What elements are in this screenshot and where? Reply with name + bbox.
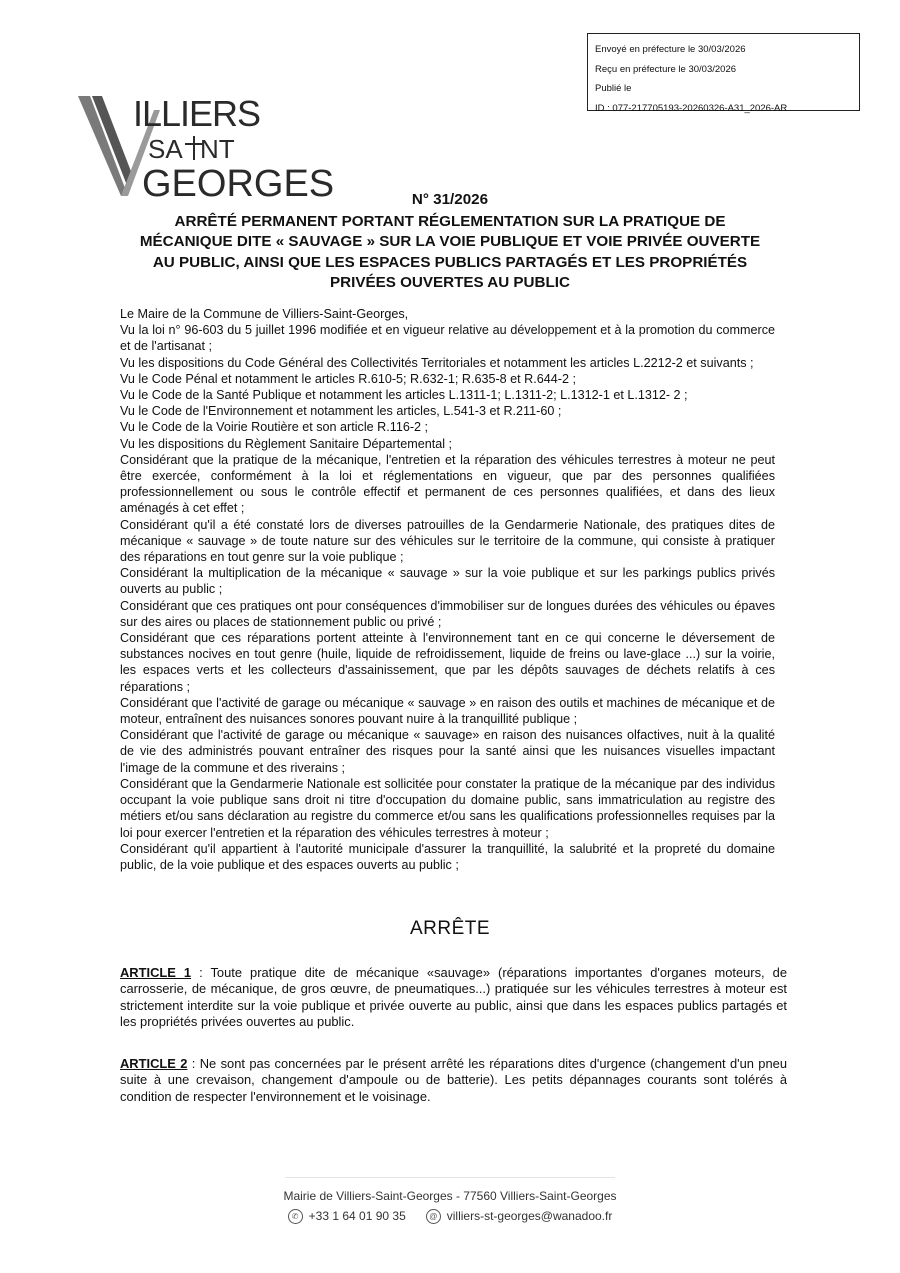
preamble-paragraph: Considérant la multiplication de la mécanique « sauvage » sur la voie publique et sur les parkings publics privés ouverts au public ; [120,566,775,597]
municipality-logo [78,92,348,200]
arrete-heading: ARRÊTE [409,918,491,939]
decree-title-line: ARRÊTÉ PERMANENT PORTANT RÉGLEMENTATION SUR LA PRATIQUE DE [174,212,726,230]
stamp-sent-date: Envoyé en préfecture le 30/03/2026 [595,44,746,55]
logo-line2b: NT [200,134,235,164]
decree-title-line: PRIVÉES OUVERTES AU PUBLIC [330,274,570,291]
footer-email: villiers-st-georges@wanadoo.fr [446,1209,613,1223]
phone-icon: ✆ [288,1209,303,1224]
article-1 [120,965,787,1031]
stamp-received-date: Reçu en préfecture le 30/03/2026 [595,63,737,75]
logo-line3: GEORGES [142,163,335,200]
stamp-published: Publié le [595,83,632,94]
article-2-label: ARTICLE 2 [120,1056,188,1071]
article-1-text: : Toute pratique dite de mécanique «sauvage» (réparations importantes d'organes moteurs, de carrosserie, de mécanique, de gros œuvre, de pneumatiques...) pratiquée sur les véhicules terrestres à moteur est strictement interdite sur la voie publique et privée ouverte au public, ainsi que dans les espaces publics partagés et les propriétés privées ouvertes au public. [120,965,787,1030]
stamp-id: ID : 077-217705193-20260326-A31_2026-AR [595,102,788,114]
preamble-paragraph: Considérant qu'il appartient à l'autorité municipale d'assurer la tranquillité, la salubrité et la propreté du domaine public, de la voie publique et des espaces ouverts au public ; [120,841,775,872]
logo-line1: ILLIERS [133,93,261,134]
logo-line2a: SA [148,134,183,164]
decree-title [100,190,800,294]
decree-number: N° 31/2026 [411,191,489,208]
preamble-paragraph: Vu le Code de la Voirie Routière et son article R.116-2 ; [120,420,429,435]
preamble-paragraph: Considérant que la pratique de la mécanique, l'entretien et la réparation des véhicules terrestres à moteur ne peut être exercée, conformément à la loi et réglementations en vigueur, que par des personnes qualifiées professionnellement ou sous le contrôle effectif et permanent de ces personnes qualifiées, et dans des lieux aménagés à cet effet ; [120,452,775,516]
footer-contact [288,1207,613,1226]
preamble-paragraph: Vu les dispositions du Code Général des Collectivités Territoriales et notamment les articles L.2212-2 et suivants ; [120,355,754,370]
logo-graphic [78,92,348,200]
preamble [120,306,775,873]
decree-title-line: MÉCANIQUE DITE « SAUVAGE » SUR LA VOIE PUBLIQUE ET VOIE PRIVÉE OUVERTE [139,233,761,250]
decree-title-line: AU PUBLIC, AINSI QUE LES ESPACES PUBLICS PARTAGÉS ET LES PROPRIÉTÉS [152,253,748,271]
footer [0,1187,900,1226]
email-icon: @ [426,1209,441,1224]
footer-address: Mairie de Villiers-Saint-Georges - 77560 Villiers-Saint-Georges [283,1189,617,1203]
preamble-paragraph: Considérant que ces réparations portent atteinte à l'environnement tant en ce qui concerne le déversement de substances nocives en tout genre (huile, liquide de refroidissement, liquide de freins ou lave-glace ...) sur la voirie, les espaces verts et les collecteurs d'assainissement, que par les dépôts sauvages de déchets relatifs à ces réparations ; [120,631,775,694]
article-1-label: ARTICLE 1 [120,965,192,980]
preamble-paragraph: Considérant que l'activité de garage ou mécanique « sauvage» en raison des nuisances olfactives, nuit à la qualité de vie des administrés pouvant entraîner des risques pour la santé ainsi que les nuisances visuelles impactant l'image de la commune et des riverains ; [120,728,775,775]
preamble-paragraph: Vu la loi n° 96-603 du 5 juillet 1996 modifiée et en vigueur relative au développement et à la promotion du commerce et de l'artisanat ; [120,323,775,354]
preamble-paragraph: Considérant que ces pratiques ont pour conséquences d'immobiliser sur de longues durées des véhicules ou épaves sur des aires ou places de stationnement public ou privé ; [120,598,775,629]
preamble-paragraph: Considérant qu'il a été constaté lors de diverses patrouilles de la Gendarmerie Nationale, des pratiques dites de mécanique « sauvage » de toute nature sur des véhicules sur le territoire de la commune, qui consiste à pratiquer des réparations en tout genre sur la voie publique ; [120,517,775,565]
footer-divider [285,1177,615,1178]
preamble-paragraph: Considérant que la Gendarmerie Nationale est sollicitée pour constater la pratique de la mécanique par des individus occupant la voie publique sans droit ni titre d'occupation du domaine public, sans immatriculation au registre des métiers et/ou sans déclaration au registre du commerce et/ou sans les qualifications professionnelles requises par la loi pour exercer l'entretien et la réparation des véhicules terrestres à moteur ; [120,776,775,840]
preamble-paragraph: Vu le Code de la Santé Publique et notamment les articles L.1311-1; L.1311-2; L.1312-1 et L.1312- 2 ; [120,388,688,403]
prefecture-stamp [587,33,860,114]
article-2-text: : Ne sont pas concernées par le présent arrêté les réparations dites d'urgence (changement d'un pneu suite à une crevaison, changement d'ampoule ou de batterie). Les petits dépannages courants sont tolérés à condition de respecter l'environnement et le voisinage. [120,1056,787,1104]
preamble-paragraph: Le Maire de la Commune de Villiers-Saint-Georges, [120,307,409,321]
footer-phone: +33 1 64 01 90 35 [308,1209,406,1223]
preamble-paragraph: Vu le Code de l'Environnement et notamment les articles, L.541-3 et R.211-60 ; [120,404,562,419]
preamble-paragraph: Vu les dispositions du Règlement Sanitaire Départemental ; [120,436,453,451]
article-2 [120,1056,787,1105]
preamble-paragraph: Vu le Code Pénal et notamment le articles R.610-5; R.632-1; R.635-8 et R.644-2 ; [120,371,576,386]
preamble-paragraph: Considérant que l'activité de garage ou mécanique « sauvage » en raison des outils et machines de mécanique et de moteur, entraînent des nuisances sonores pouvant nuire à la tranquillité publique ; [120,695,775,727]
